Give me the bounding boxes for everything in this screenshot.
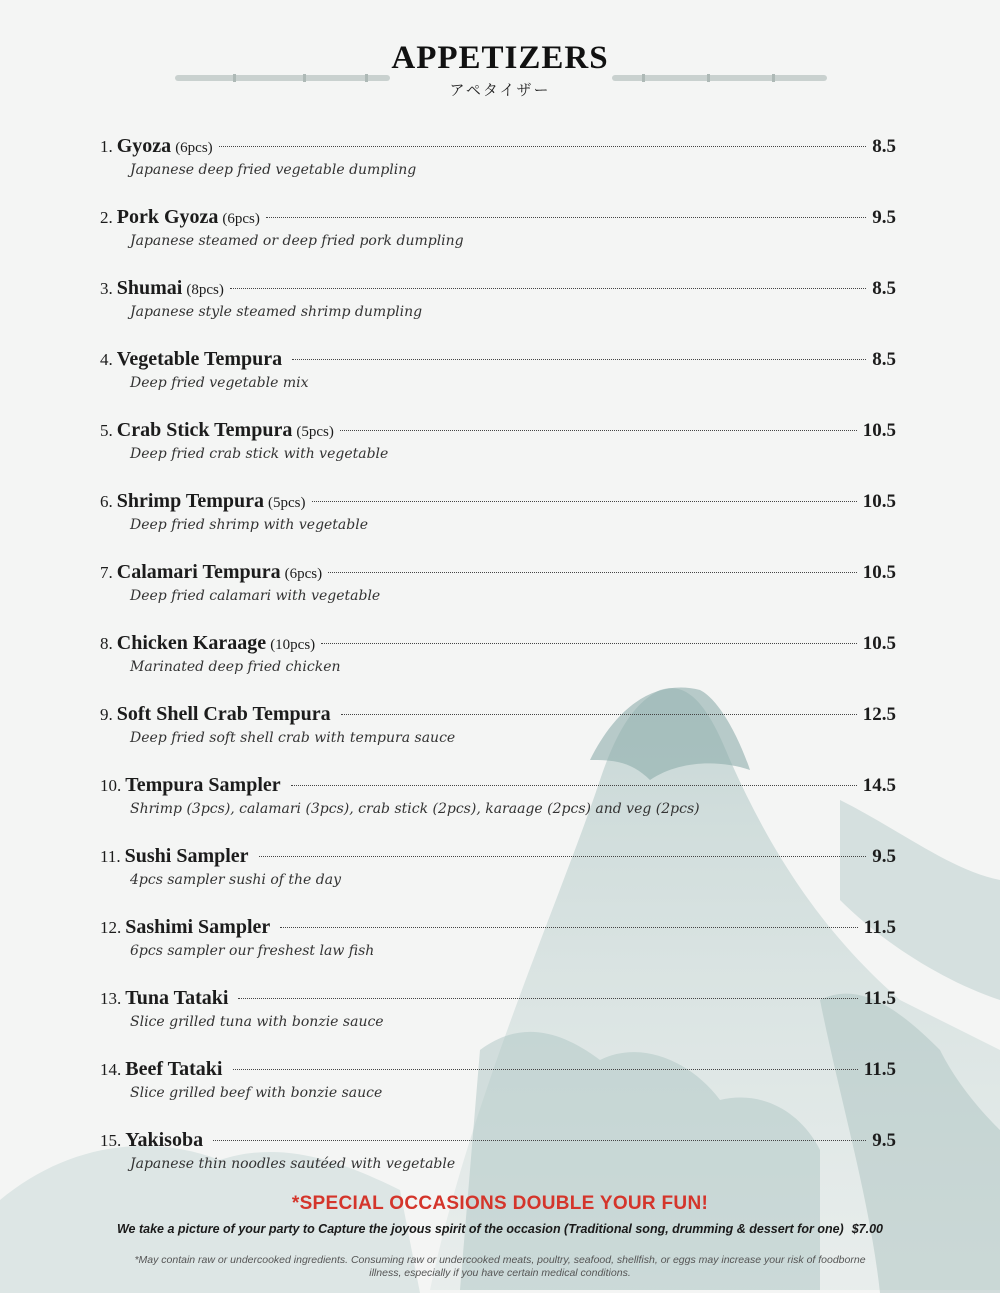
item-price: 14.5 <box>862 775 896 796</box>
dot-leader <box>312 501 857 502</box>
menu-item <box>100 135 896 195</box>
item-number: 12. <box>100 918 122 937</box>
item-number: 15. <box>100 1131 122 1150</box>
dot-leader <box>230 288 866 289</box>
item-description: Japanese style steamed shrimp dumpling <box>130 304 423 320</box>
promo-text: We take a picture of your party to Capture the joyous spirit of the occasion (Traditional song, drumming & dessert for one) <box>116 1222 844 1236</box>
item-price: 11.5 <box>863 1059 896 1080</box>
item-description: Japanese steamed or deep fried pork dumpling <box>130 233 464 249</box>
dot-leader <box>341 714 857 715</box>
dot-leader <box>292 359 866 360</box>
item-quantity: (8pcs) <box>186 282 224 298</box>
item-name: Calamari Tempura <box>116 561 281 583</box>
item-name: Pork Gyoza <box>116 206 219 228</box>
item-number: 2. <box>100 208 113 227</box>
item-description: Slice grilled tuna with bonzie sauce <box>130 1014 384 1030</box>
item-quantity: (5pcs) <box>296 424 334 440</box>
item-number: 1. <box>100 137 113 156</box>
item-price: 11.5 <box>863 988 896 1009</box>
item-price: 9.5 <box>872 846 896 867</box>
item-name: Beef Tataki <box>125 1058 223 1080</box>
item-description: Japanese deep fried vegetable dumpling <box>130 162 417 178</box>
item-number: 7. <box>100 563 113 582</box>
dot-leader <box>280 927 858 928</box>
menu-item <box>100 206 896 266</box>
item-price: 8.5 <box>872 136 896 157</box>
dot-leader <box>219 146 867 147</box>
menu-header <box>0 40 1000 100</box>
item-price: 8.5 <box>872 349 896 370</box>
item-number: 4. <box>100 350 113 369</box>
menu-item <box>100 561 896 621</box>
dot-leader <box>266 217 866 218</box>
item-description: Slice grilled beef with bonzie sauce <box>130 1085 383 1101</box>
menu-item <box>100 845 896 905</box>
menu-item <box>100 348 896 408</box>
menu-item <box>100 774 896 834</box>
item-price: 10.5 <box>862 633 896 654</box>
item-name: Crab Stick Tempura <box>116 419 293 441</box>
special-occasions-heading: *SPECIAL OCCASIONS DOUBLE YOUR FUN! <box>291 1193 709 1214</box>
item-price: 12.5 <box>862 704 896 725</box>
item-price: 11.5 <box>863 917 896 938</box>
dot-leader <box>328 572 857 573</box>
item-price: 9.5 <box>872 1130 896 1151</box>
dot-leader <box>321 643 857 644</box>
menu-item <box>100 703 896 763</box>
dot-leader <box>259 856 867 857</box>
item-name: Gyoza <box>116 135 172 157</box>
dot-leader <box>233 1069 858 1070</box>
item-name: Shumai <box>116 277 183 299</box>
item-quantity: (6pcs) <box>175 140 213 156</box>
item-name: Chicken Karaage <box>116 632 267 654</box>
item-quantity: (10pcs) <box>270 637 316 653</box>
item-number: 10. <box>100 776 122 795</box>
dot-leader <box>238 998 857 999</box>
item-name: Tempura Sampler <box>125 774 281 796</box>
item-description: Deep fried crab stick with vegetable <box>130 446 389 462</box>
item-number: 13. <box>100 989 122 1008</box>
page-title: APPETIZERS <box>391 40 609 76</box>
menu-item <box>100 1129 896 1189</box>
item-name: Shrimp Tempura <box>116 490 265 512</box>
item-price: 10.5 <box>862 562 896 583</box>
item-name: Yakisoba <box>125 1129 204 1151</box>
item-price: 10.5 <box>862 420 896 441</box>
item-number: 6. <box>100 492 113 511</box>
item-number: 9. <box>100 705 113 724</box>
menu-item <box>100 916 896 976</box>
menu-item <box>100 1058 896 1118</box>
item-description: Marinated deep fried chicken <box>130 659 341 675</box>
item-name: Sashimi Sampler <box>125 916 271 938</box>
item-name: Soft Shell Crab Tempura <box>116 703 331 725</box>
item-quantity: (6pcs) <box>222 211 260 227</box>
page-subtitle: アペタイザー <box>449 81 551 99</box>
item-number: 8. <box>100 634 113 653</box>
item-price: 9.5 <box>872 207 896 228</box>
menu-item <box>100 490 896 550</box>
item-description: 6pcs sampler our freshest law fish <box>130 943 375 959</box>
promo-line <box>0 1222 1000 1236</box>
item-description: Deep fried soft shell crab with tempura sauce <box>130 730 456 746</box>
menu-item <box>100 987 896 1047</box>
item-quantity: (6pcs) <box>284 566 323 582</box>
promo-price: $7.00 <box>851 1222 883 1236</box>
menu-item <box>100 277 896 337</box>
item-description: Deep fried calamari with vegetable <box>130 588 381 604</box>
dot-leader <box>291 785 857 786</box>
item-number: 11. <box>100 847 121 866</box>
item-name: Vegetable Tempura <box>116 348 283 370</box>
item-description: Japanese thin noodles sautéed with vegetable <box>130 1156 456 1172</box>
menu-item <box>100 632 896 692</box>
item-description: Shrimp (3pcs), calamari (3pcs), crab stick (2pcs), karaage (2pcs) and veg (2pcs) <box>130 801 700 817</box>
item-description: 4pcs sampler sushi of the day <box>130 872 342 888</box>
item-number: 14. <box>100 1060 122 1079</box>
item-description: Deep fried shrimp with vegetable <box>130 517 369 533</box>
item-name: Tuna Tataki <box>125 987 229 1009</box>
item-number: 5. <box>100 421 113 440</box>
menu-item <box>100 419 896 479</box>
item-price: 8.5 <box>872 278 896 299</box>
item-price: 10.5 <box>862 491 896 512</box>
item-quantity: (5pcs) <box>268 495 306 511</box>
item-number: 3. <box>100 279 113 298</box>
dot-leader <box>340 430 857 431</box>
dot-leader <box>213 1140 866 1141</box>
item-description: Deep fried vegetable mix <box>130 375 309 391</box>
health-disclaimer: *May contain raw or undercooked ingredients. Consuming raw or undercooked meats, poultry, seafood, shellfish, or eggs may increase your risk of foodborne illness, especially if you have certain medical conditions. <box>134 1254 866 1279</box>
item-name: Sushi Sampler <box>124 845 249 867</box>
